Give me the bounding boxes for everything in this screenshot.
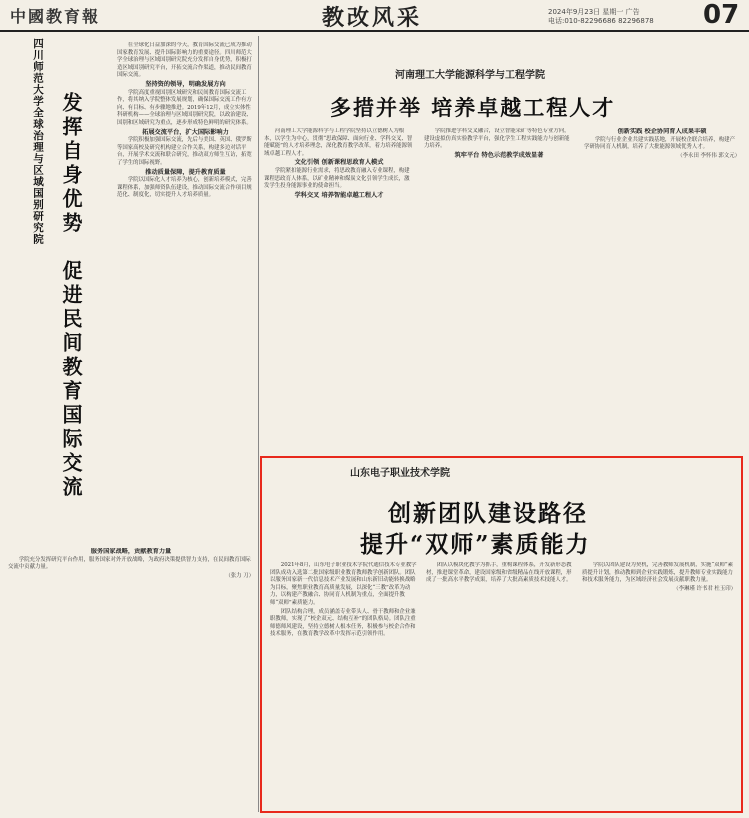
top-subhead-4: 创新实践 校企协同育人成果丰硕	[617, 128, 707, 135]
left-article-body-1: 学院高度重视国别区域研究和民间教育国际交流工作，将其纳入学院整体发展规划，确保国际交流工作有方向、有目标、有步骤地推进。2019年12月，成立实体性科研机构——全球治理与区域国别研究院，以政治建设、国别和区域研究为重点，逐步形成特色鲜明的研究体系。	[117, 89, 252, 126]
feature-article-headline-1: 创新团队建设路径	[388, 500, 588, 527]
feature-article-column-3	[582, 562, 736, 806]
left-article-body-4: 学院充分发挥研究平台作用，服务国家对外开放战略，为政府决策提供智力支持，在民间教育国际交流中贡献力量。	[8, 556, 251, 571]
issue-date: 2024年9月23日 星期一 广告	[548, 8, 640, 16]
left-article-body-3: 学院以国际化人才培养为核心，创新培养模式，完善课程体系，加强师资队伍建设，推动国际交流合作项目规范化、制度化，切实提升人才培养质量。	[117, 177, 252, 199]
feature-article-body-3: 团队以模块化教学为抓手，重构课程体系，开发新形态教材，推进课堂革命，建设国家级和省级精品在线开放课程，形成了一批高水平教学成果，培养了大批高素质技术技能人才。	[426, 562, 572, 584]
top-article-body-3: 学院推进学科交叉融合，设立智能采矿等特色专业方向，建设虚拟仿真实验教学平台，强化学生工程实践能力与创新能力培养。	[424, 128, 570, 150]
top-article-body-1: 河南理工大学能源科学与工程学院坚持以立德树人为根本，以学生为中心，贯彻“思政保障、面向行业、学科交叉、智能赋能”的人才培养理念，深化教育教学改革，着力培养能源领域卓越工程人才。	[264, 128, 413, 157]
page-number: 07	[703, 0, 740, 30]
left-article-lead: 在全球化日益加深的今天，教育国际交流已成为推动国家教育发展、提升国际影响力的重要途径。四川师范大学全球治理与区域国别研究院充分发挥自身优势，积极打造区域国别研究平台，开拓交流合作渠道，推动民间教育国际交流。	[117, 42, 252, 79]
left-article-byline: （张力 刀）	[225, 572, 254, 579]
left-article-column-1	[117, 42, 254, 532]
left-article-body-2: 学院积极加强国际交流，先后与美国、英国、俄罗斯等国家高校及研究机构建立合作关系，构建多边对话平台，开展学术交流和联合研究，推动双方师生互访，拓宽了学生的国际视野。	[117, 137, 252, 166]
top-article-column-1	[264, 128, 414, 448]
top-article-column-2	[424, 128, 574, 448]
feature-article-kicker: 山东电子职业技术学院	[350, 468, 450, 479]
top-article-byline: （李永田 李怀伟 郭文元）	[677, 152, 740, 159]
feature-article-byline: （李琳瑾 许书君 杜玉印）	[673, 585, 736, 592]
feature-article-column-1	[270, 562, 418, 806]
top-article-headline: 多措并举 培养卓越工程人才	[330, 95, 616, 120]
top-subhead-2: 学科交叉 培养智能卓越工程人才	[294, 191, 384, 199]
contact-info: 电话:010-82296686 82296878	[548, 17, 654, 25]
left-subhead-3: 推动质量保障，提升教育质量	[145, 168, 226, 176]
top-subhead-3: 筑牢平台 特色示范教学成效显著	[454, 151, 544, 159]
left-article-headline-2: 促进民间教育国际交流	[59, 260, 83, 500]
left-subhead-1: 坚持资的领导，明确发展方向	[145, 80, 226, 88]
feature-article-body-1: 2021年8月，山东电子职业技术学院代通信技术专业教学团队成功入选第二批国家级职业教育教师教学创新团队。团队以服务国家新一代信息技术产业发展和山东新旧动能转换战略为目标，聚焦职业教育高质量发展，以深化“三教”改革为动力，以构建产教融合、协同育人机制为重点，全面提升教师“双师”素质能力。	[270, 562, 417, 606]
top-subhead-1: 文化引领 创新课程思政育人模式	[294, 159, 384, 167]
column-divider	[258, 36, 259, 812]
newspaper-logo: 中國教育報	[10, 7, 101, 26]
left-subhead-4: 服务国家战略，贡献教育力量	[90, 548, 172, 555]
left-article-headline-1: 发挥自身优势	[59, 92, 83, 236]
feature-article-body-4: 学院以团队建设为契机，完善教师发展机制，实施“双师”素质提升计划，推动教师到企业实践锻炼，提升教师专业实践能力和技术服务能力，为区域经济社会发展贡献职教力量。	[582, 562, 734, 584]
top-article-body-4: 学院与行业企业共建实践基地，开展校企联合培养，构建产学研协同育人机制，培养了大批能源领域优秀人才。	[584, 136, 735, 151]
dateline	[548, 8, 654, 26]
feature-article-body-2: 团队结构合理，成员涵盖专业带头人、骨干教师和企业兼职教师，实现了“校企双元、结构互补”的团队格局。团队注重师德师风建设，坚持立德树人根本任务，积极参与校企合作和技术服务，在教育教学改革中发挥示范引领作用。	[270, 608, 416, 638]
section-title: 教改风采	[322, 5, 423, 31]
feature-article-column-2	[426, 562, 574, 806]
top-article-kicker: 河南理工大学能源科学与工程学院	[395, 70, 545, 81]
masthead	[0, 0, 749, 32]
top-article-body-2: 学院紧扣能源行业需求，将思政教育融入专业课程，构建课程思政育人体系，以矿业精神和煤炭文化引领学生成长，激发学生投身能源事业的使命担当。	[264, 167, 410, 190]
feature-article-headline-2: 提升“双师”素质能力	[360, 531, 591, 558]
left-subhead-2: 拓展交流平台，扩大国际影响力	[142, 128, 229, 136]
left-article-column-2	[8, 548, 254, 812]
top-article-column-3	[584, 128, 740, 448]
left-article-kicker: 四川师范大学全球治理与区域国别研究院	[32, 38, 44, 245]
